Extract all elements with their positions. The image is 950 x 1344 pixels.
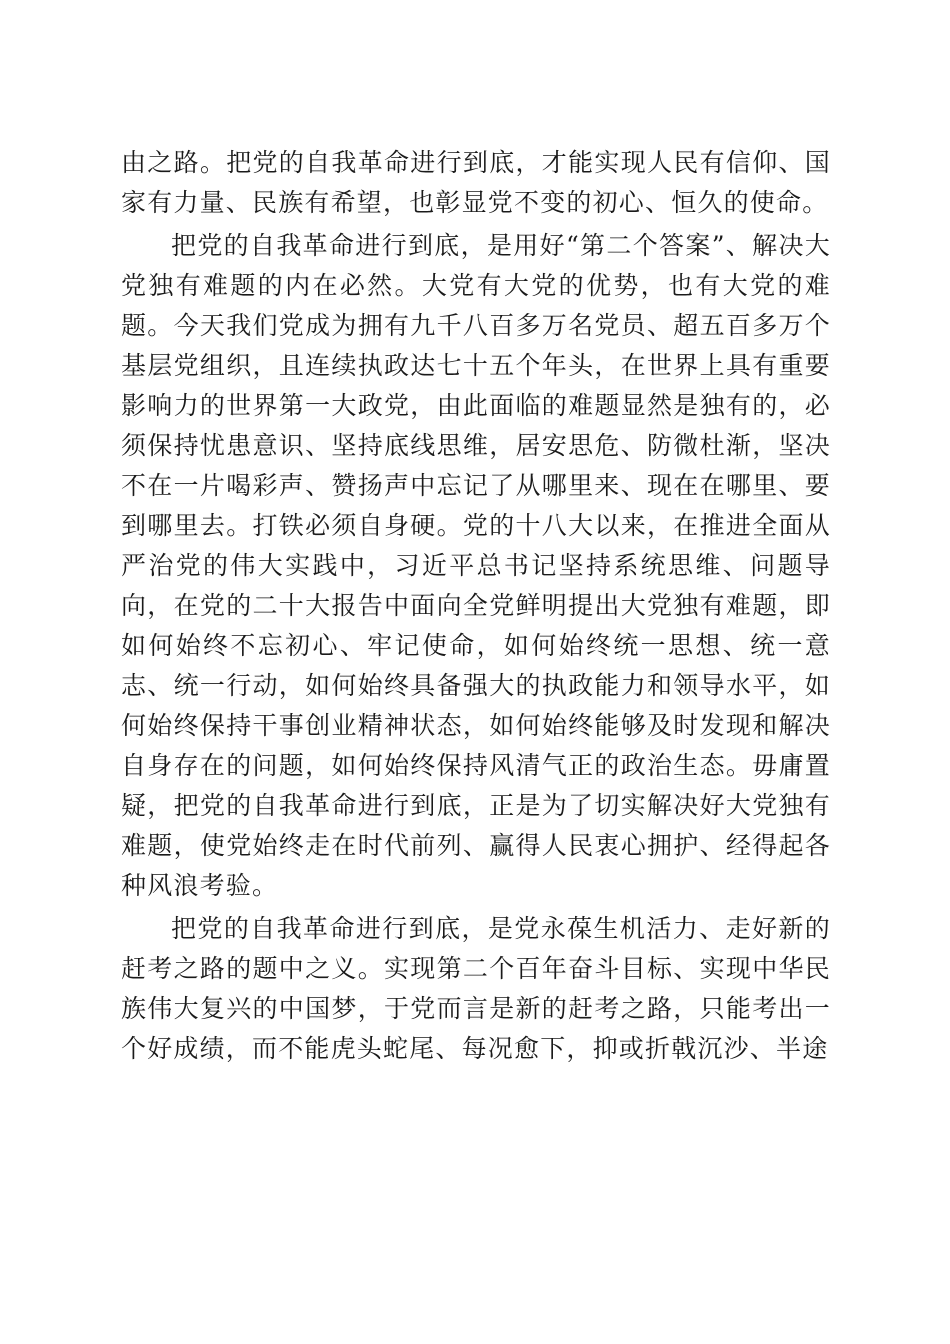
paragraph-new-exam-road: 把党的自我革命进行到底，是党永葆生机活力、走好新的赶考之路的题中之义。实现第二个百年奋斗目标、实现中华民族伟大复兴的中国梦，于党而言是新的赶考之路，只能考出一个好成绩，而不能虎头蛇尾、每况愈下，抑或折戟沉沙、半途: [121, 914, 831, 1063]
paragraph-second-answer: 把党的自我革命进行到底，是用好“第二个答案”、解决大党独有难题的内在必然。大党有大党的优势，也有大党的难题。今天我们党成为拥有九千八百多万名党员、超五百多万个基层党组织，且连续执政达七十五个年头，在世界上具有重要影响力的世界第一大政党，由此面临的难题显然是独有的，必须保持忧患意识、坚持底线思维，居安思危、防微杜渐，坚决不在一片喝彩声、赞扬声中忘记了从哪里来、现在在哪里、要到哪里去。打铁必须自身硬。党的十八大以来，在推进全面从严治党的伟大实践中，习近平总书记坚持系统思维、问题导向，在党的二十大报告中面向全党鲜明提出大党独有难题，即如何始终不忘初心、牢记使命，如何始终统一思想、统一意志、统一行动，如何始终具备强大的执政能力和领导水平，如何始终保持干事创业精神状态，如何始终能够及时发现和解决自身存在的问题，如何始终保持风清气正的政治生态。毋庸置疑，把党的自我革命进行到底，正是为了切实解决好大党独有难题，使党始终走在时代前列、赢得人民衷心拥护、经得起各种风浪考验。: [121, 231, 831, 900]
paragraph-continuation: 由之路。把党的自我革命进行到底，才能实现人民有信仰、国家有力量、民族有希望，也彰显党不变的初心、恒久的使命。: [121, 148, 831, 217]
document-body: [121, 143, 831, 1069]
